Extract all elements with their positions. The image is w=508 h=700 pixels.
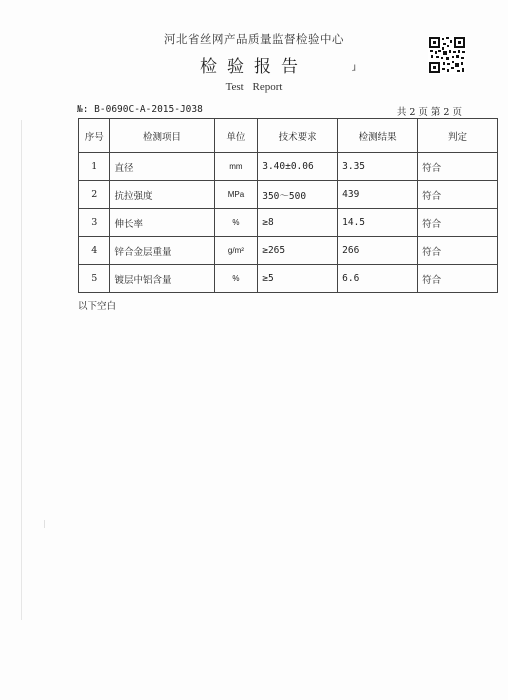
cell-seq: 2	[79, 181, 110, 209]
report-title-en: Test Report	[225, 81, 283, 93]
table-row	[79, 153, 498, 181]
header-seq: 序号	[79, 119, 110, 153]
report-number: №: B-0690C-A-2015-J038	[77, 104, 203, 115]
header-requirement: 技术要求	[258, 119, 338, 153]
header-judgement: 判定	[418, 119, 498, 153]
cell-result: 3.35	[338, 153, 418, 181]
cell-requirement: 3.40±0.06	[258, 153, 338, 181]
cell-requirement: 350～500	[258, 181, 338, 209]
table-row	[79, 181, 498, 209]
cell-judgement: 符合	[418, 209, 498, 237]
page-info: 共 2 页 第 2 页	[396, 107, 462, 118]
cell-seq: 3	[79, 209, 110, 237]
cell-judgement: 符合	[418, 265, 498, 293]
header-item: 检测项目	[110, 119, 214, 153]
header-unit: 单位	[214, 119, 258, 153]
organization-name: 河北省丝网产品质量监督检验中心	[164, 32, 344, 46]
cell-result: 266	[338, 237, 418, 265]
cell-result: 6.6	[338, 265, 418, 293]
cell-requirement: ≥5	[258, 265, 338, 293]
handwritten-mark: ɹ	[352, 60, 356, 74]
cell-unit: %	[214, 209, 258, 237]
report-title-cn: 检验报告	[200, 57, 308, 77]
cell-unit: mm	[214, 153, 258, 181]
cell-seq: 1	[79, 153, 110, 181]
cell-item: 镀层中铝含量	[110, 265, 214, 293]
header-result: 检测结果	[338, 119, 418, 153]
cell-seq: 5	[79, 265, 110, 293]
cell-item: 直径	[110, 153, 214, 181]
cell-requirement: ≥265	[258, 237, 338, 265]
table-row	[79, 209, 498, 237]
blank-below-note: 以下空白	[78, 301, 117, 312]
cell-unit: MPa	[214, 181, 258, 209]
cell-result: 439	[338, 181, 418, 209]
qr-code-icon	[428, 36, 466, 74]
cell-item: 伸长率	[110, 209, 214, 237]
cell-requirement: ≥8	[258, 209, 338, 237]
cell-unit: g/m²	[214, 237, 258, 265]
table-row	[79, 237, 498, 265]
scan-binding-mark	[44, 520, 45, 528]
cell-judgement: 符合	[418, 181, 498, 209]
cell-seq: 4	[79, 237, 110, 265]
cell-result: 14.5	[338, 209, 418, 237]
cell-unit: %	[214, 265, 258, 293]
cell-item: 锌合金层重量	[110, 237, 214, 265]
table-header-row	[79, 119, 498, 153]
scan-margin-shadow	[21, 120, 22, 620]
results-table	[78, 118, 498, 293]
table-row	[79, 265, 498, 293]
cell-item: 抗拉强度	[110, 181, 214, 209]
cell-judgement: 符合	[418, 153, 498, 181]
cell-judgement: 符合	[418, 237, 498, 265]
